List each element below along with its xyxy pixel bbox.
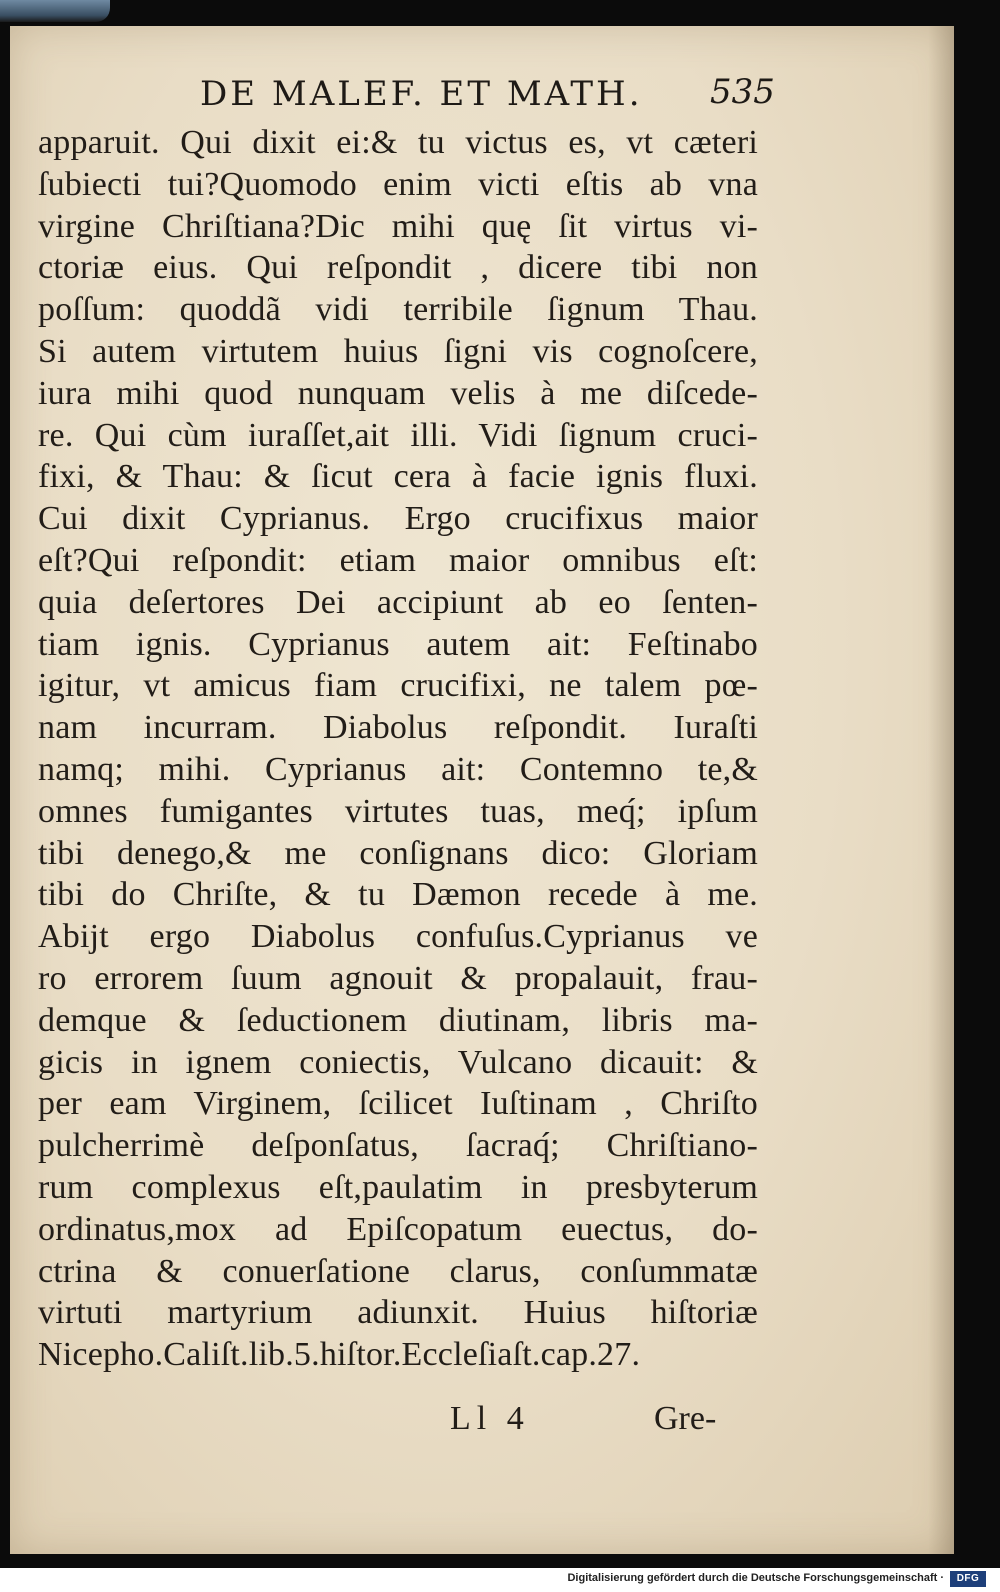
text-line: nam incurram. Diabolus reſpondit. Iuraſti [38,709,758,747]
text-line: demque & ſeductionem diutinam, libris ma- [38,1001,758,1039]
text-line: per eam Virginem, ſcilicet Iuſtinam , Chriſto [38,1085,758,1123]
book-edge [0,0,110,22]
text-line: Si autem virtutem huius ſigni vis cognoſcere, [38,332,758,370]
text-line: eſt?Qui reſpondit: etiam maior omnibus eſt: [38,541,758,579]
text-line: pulcherrimè deſponſatus, ſacraq́; Chriſtiano- [38,1127,758,1165]
text-line: tibi denego,& me conſignans dico: Gloriam [38,834,758,872]
footer-bar [0,1568,1000,1592]
text-line: ordinatus,mox ad Epiſcopatum euectus, do- [38,1210,758,1248]
text-line: Abijt ergo Diabolus confuſus.Cyprianus ve [38,918,758,956]
signature-mark: Ll 4 [450,1400,530,1437]
text-line: omnes fumigantes virtutes tuas, meq́; ipſum [38,792,758,830]
text-line: virgine Chriſtiana?Dic mihi quę ſit virtus vi- [38,207,758,245]
catchword: Gre- [654,1400,717,1437]
text-line: gicis in ignem coniectis, Vulcano dicauit: & [38,1043,758,1081]
text-line: igitur, vt amicus fiam crucifixi, ne talem pœ- [38,667,758,705]
text-line: fixi, & Thau: & ſicut cera à facie ignis fluxi. [38,458,758,496]
text-line: rum complexus eſt,paulatim in presbyterum [38,1168,758,1206]
text-line: re. Qui cùm iuraſſet,ait illi. Vidi ſignum cruci- [38,416,758,454]
text-line: ro errorem ſuum agnouit & propalauit, frau- [38,959,758,997]
text-line: Nicepho.Caliſt.lib.5.hiſtor.Eccleſiaſt.cap.27. [38,1336,641,1374]
text-line: tiam ignis. Cyprianus autem ait: Feſtinabo [38,625,758,663]
page-number: 535 [710,72,775,112]
text-line: ctrina & conuerſatione clarus, conſummatæ [38,1252,758,1290]
text-line: quia deſertores Dei accipiunt ab eo ſenten- [38,583,758,621]
page-gutter-shadow [928,26,954,1554]
text-line: namq; mihi. Cyprianus ait: Contemno te,& [38,750,758,788]
dfg-logo-icon: DFG [950,1571,986,1587]
text-line: poſſum: quoddã vidi terribile ſignum Thau. [38,291,758,329]
text-line: iura mihi quod nunquam velis à me diſcede- [38,374,758,412]
signature-row [10,1400,954,1444]
text-line: ſubiecti tui?Quomodo enim victi eſtis ab vna [38,165,758,203]
funding-credit: Digitalisierung gefördert durch die Deutsche Forschungsgemeinschaft · [567,1572,944,1584]
body-text [38,122,758,1376]
book-page [10,26,954,1554]
text-line: ctoriæ eius. Qui reſpondit , dicere tibi non [38,249,758,287]
text-line: Cui dixit Cyprianus. Ergo crucifixus maior [38,500,758,538]
running-head: DE MALEF. ET MATH. [200,74,643,114]
text-line: virtuti martyrium adiunxit. Huius hiſtoriæ [38,1294,758,1332]
text-line: apparuit. Qui dixit ei:& tu victus es, vt cæteri [38,124,758,161]
text-line: tibi do Chriſte, & tu Dæmon recede à me. [38,876,758,914]
